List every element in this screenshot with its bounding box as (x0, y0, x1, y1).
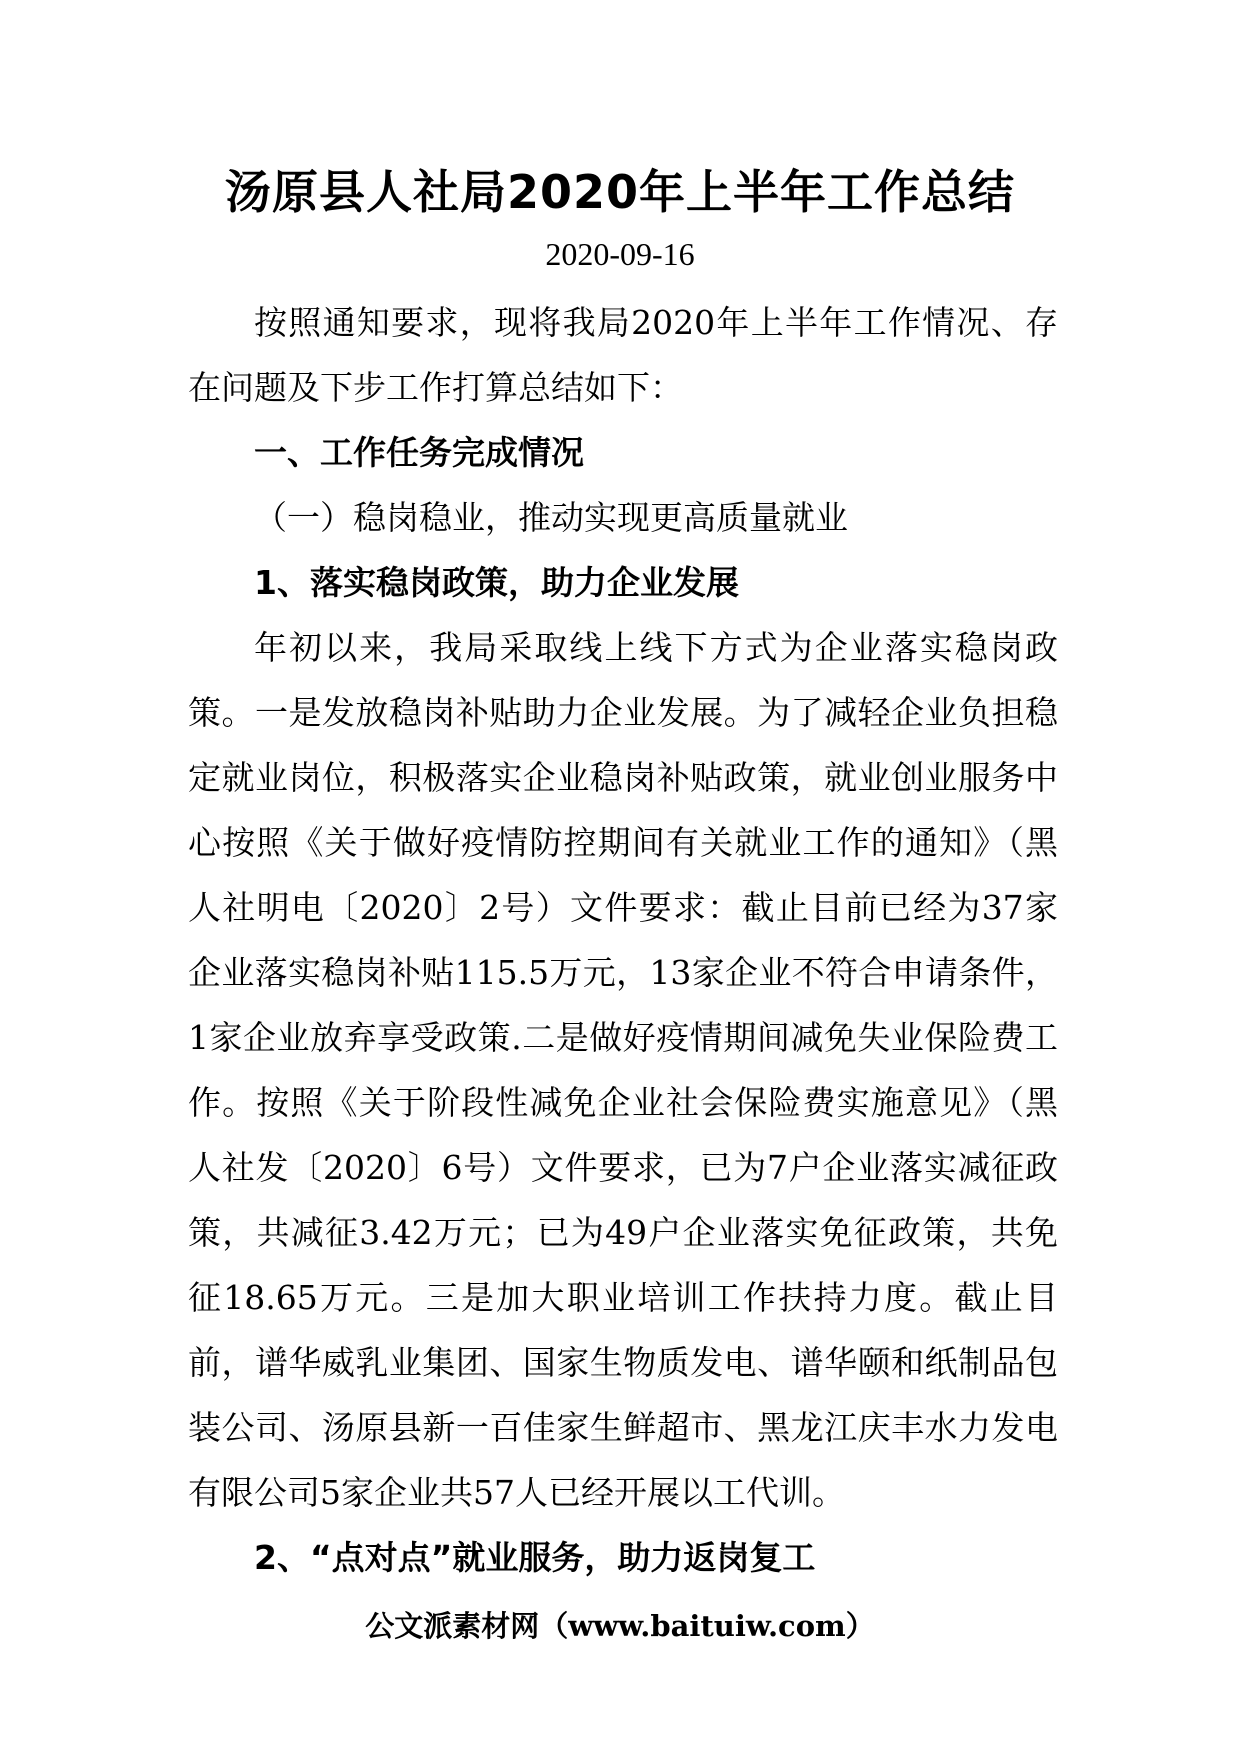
document-body (188, 290, 1058, 1590)
item-heading-2: 2、“点对点”就业服务，助力返岗复工 (254, 1538, 816, 1577)
section-heading-1: 一、工作任务完成情况 (254, 433, 584, 472)
document-title: 汤原县人社局2020年上半年工作总结 (224, 165, 1016, 219)
subsection-heading-1: （一）稳岗稳业，推动实现更高质量就业 (254, 498, 848, 537)
document-date: 2020-09-16 (545, 236, 695, 272)
footer-watermark-text: 公文派素材网（www.baituiw.com） (365, 1609, 875, 1643)
item-paragraph-1: 年初以来，我局采取线上线下方式为企业落实稳岗政策。一是发放稳岗补贴助力企业发展。为了减轻企业负担稳定就业岗位，积极落实企业稳岗补贴政策，就业创业服务中心按照《关于做好疫情防控期间有关就业工作的通知》（黑人社明电〔2020〕2号）文件要求：截止目前已经为37家企业落实稳岗补贴115.5万元，13家企业不符合申请条件，1家企业放弃享受政策.二是做好疫情期间减免失业保险费工作。按照《关于阶段性减免企业社会保险费实施意见》（黑人社发〔2020〕6号）文件要求，已为7户企业落实减征政策，共减征3.42万元；已为49户企业落实免征政策，共免征18.65万元。三是加大职业培训工作扶持力度。截止目前，谱华威乳业集团、国家生物质发电、谱华颐和纸制品包装公司、汤原县新一百佳家生鲜超市、黑龙江庆丰水力发电有限公司5家企业共57人已经开展以工代训。 (188, 628, 1058, 1512)
item-heading-1: 1、落实稳岗政策，助力企业发展 (254, 563, 739, 602)
intro-paragraph: 按照通知要求，现将我局2020年上半年工作情况、存在问题及下步工作打算总结如下： (188, 303, 1058, 407)
